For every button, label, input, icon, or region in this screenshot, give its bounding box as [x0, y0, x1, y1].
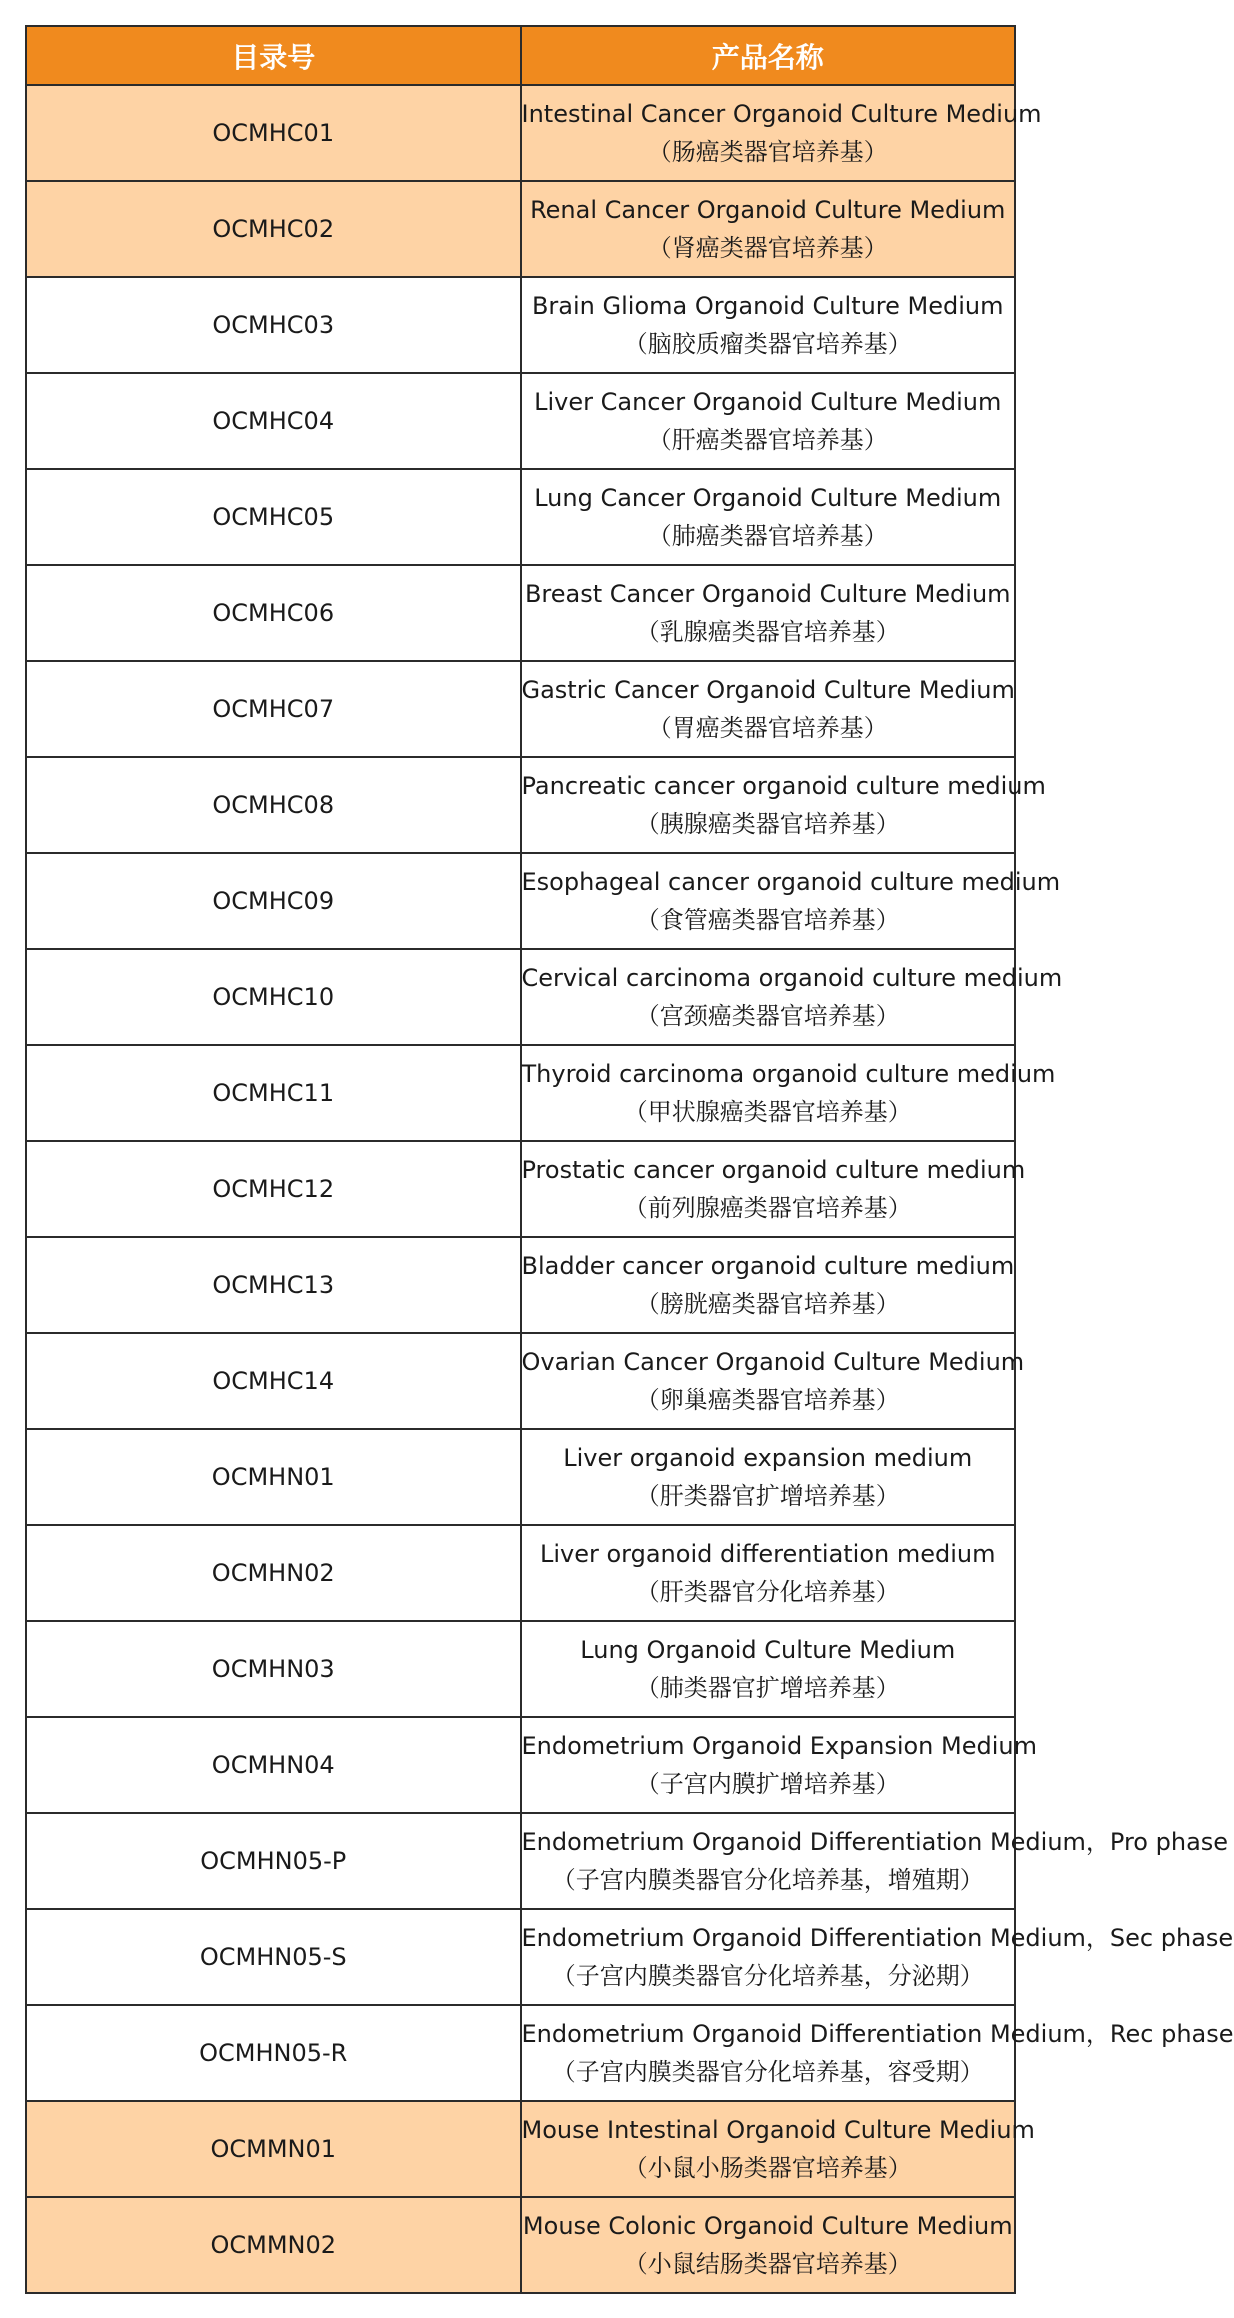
- product-name-en: Pancreatic cancer organoid culture medium: [521, 772, 1046, 800]
- product-name-cn: （肾癌类器官培养基）: [647, 234, 888, 262]
- product-name-cell: [521, 1717, 1037, 1813]
- product-name-cell: [521, 1813, 1229, 1909]
- product-name-cn: （膀胱癌类器官培养基）: [635, 1290, 900, 1318]
- catalog-number-cell: OCMHN04: [26, 1717, 521, 1813]
- product-name-cn: （肺癌类器官培养基）: [647, 522, 888, 550]
- catalog-number-cell: OCMHN05-P: [26, 1813, 521, 1909]
- table-row: [26, 757, 1015, 853]
- product-name-cell: [521, 1237, 1016, 1333]
- product-name-cn: （胰腺癌类器官培养基）: [635, 810, 900, 838]
- product-name-cn: （小鼠小肠类器官培养基）: [623, 2154, 912, 2182]
- table-row: [26, 1909, 1015, 2005]
- product-name-cell: [521, 661, 1016, 757]
- product-name-cell: [521, 277, 1016, 373]
- table-row: [26, 1141, 1015, 1237]
- product-name-cn: （乳腺癌类器官培养基）: [635, 618, 900, 646]
- product-name-en: Mouse Intestinal Organoid Culture Medium: [521, 2116, 1035, 2144]
- table-row: [26, 181, 1015, 277]
- product-name-cell: [521, 1429, 1016, 1525]
- product-name-cn: （子宫内膜扩增培养基）: [635, 1770, 900, 1798]
- catalog-number-cell: OCMHC02: [26, 181, 521, 277]
- table-row: [26, 1237, 1015, 1333]
- table-row: [26, 949, 1015, 1045]
- product-name-cell: [521, 853, 1061, 949]
- catalog-number-cell: OCMHC10: [26, 949, 521, 1045]
- product-name-cell: [521, 373, 1016, 469]
- header-row: [26, 26, 1015, 85]
- product-name-en: Endometrium Organoid Differentiation Medium，Sec phase: [521, 1924, 1234, 1952]
- product-name-cell: [521, 469, 1016, 565]
- catalog-number-cell: OCMHN05-R: [26, 2005, 521, 2101]
- catalog-number-cell: OCMHC01: [26, 85, 521, 181]
- product-name-cn: （甲状腺癌类器官培养基）: [623, 1098, 912, 1126]
- product-name-cn: （肝类器官扩增培养基）: [635, 1482, 900, 1510]
- product-name-cell: [521, 2197, 1016, 2293]
- product-name-en: Brain Glioma Organoid Culture Medium: [531, 292, 1004, 320]
- header-product-name: 产品名称: [521, 26, 1016, 85]
- table-row: [26, 1045, 1015, 1141]
- catalog-number-cell: OCMHC07: [26, 661, 521, 757]
- product-name-en: Lung Cancer Organoid Culture Medium: [534, 484, 1002, 512]
- catalog-number-cell: OCMHC05: [26, 469, 521, 565]
- table-row: [26, 661, 1015, 757]
- catalog-number-cell: OCMHN05-S: [26, 1909, 521, 2005]
- catalog-number-cell: OCMHC09: [26, 853, 521, 949]
- catalog-number-cell: OCMMN02: [26, 2197, 521, 2293]
- product-name-cell: [521, 85, 1042, 181]
- catalog-number-cell: OCMHC06: [26, 565, 521, 661]
- catalog-number-cell: OCMHC04: [26, 373, 521, 469]
- table-row: [26, 2197, 1015, 2293]
- table-row: [26, 373, 1015, 469]
- table-row: [26, 1525, 1015, 1621]
- catalog-number-cell: OCMHC08: [26, 757, 521, 853]
- product-table: [25, 25, 1234, 2294]
- product-name-cn: （肝癌类器官培养基）: [647, 426, 888, 454]
- product-name-cn: （小鼠结肠类器官培养基）: [623, 2250, 912, 2278]
- table-row: [26, 1429, 1015, 1525]
- product-name-en: Endometrium Organoid Differentiation Medium，Rec phase: [521, 2020, 1234, 2048]
- product-name-cn: （肺类器官扩增培养基）: [635, 1674, 900, 1702]
- product-name-cn: （脑胶质瘤类器官培养基）: [623, 330, 912, 358]
- product-name-cell: [521, 1045, 1056, 1141]
- product-name-cell: [521, 757, 1046, 853]
- catalog-number-cell: OCMHC12: [26, 1141, 521, 1237]
- product-name-cn: （子宫内膜类器官分化培养基，容受期）: [551, 2058, 984, 2086]
- catalog-number-cell: OCMMN01: [26, 2101, 521, 2197]
- product-name-cell: [521, 2005, 1234, 2101]
- table-row: [26, 1621, 1015, 1717]
- product-name-en: Liver Cancer Organoid Culture Medium: [534, 388, 1002, 416]
- product-name-en: Endometrium Organoid Differentiation Medium，Pro phase: [521, 1828, 1229, 1856]
- product-name-cn: （肠癌类器官培养基）: [647, 138, 888, 166]
- table-row: [26, 565, 1015, 661]
- product-name-en: Liver organoid differentiation medium: [539, 1540, 996, 1568]
- product-name-en: Mouse Colonic Organoid Culture Medium: [522, 2212, 1013, 2240]
- table-row: [26, 1333, 1015, 1429]
- product-name-cn: （宫颈癌类器官培养基）: [635, 1002, 900, 1030]
- product-name-cell: [521, 1909, 1234, 2005]
- product-name-cn: （卵巢癌类器官培养基）: [635, 1386, 900, 1414]
- product-name-en: Thyroid carcinoma organoid culture medium: [521, 1060, 1056, 1088]
- table-row: [26, 85, 1015, 181]
- table-row: [26, 2101, 1015, 2197]
- product-name-en: Ovarian Cancer Organoid Culture Medium: [521, 1348, 1025, 1376]
- product-name-cell: [521, 1525, 1016, 1621]
- catalog-number-cell: OCMHN02: [26, 1525, 521, 1621]
- product-name-cn: （肝类器官分化培养基）: [635, 1578, 900, 1606]
- product-name-cn: （子宫内膜类器官分化培养基，增殖期）: [551, 1866, 984, 1894]
- catalog-number-cell: OCMHC14: [26, 1333, 521, 1429]
- product-name-en: Renal Cancer Organoid Culture Medium: [530, 196, 1006, 224]
- product-name-en: Intestinal Cancer Organoid Culture Medium: [521, 100, 1042, 128]
- catalog-number-cell: OCMHN03: [26, 1621, 521, 1717]
- header-catalog-number: 目录号: [26, 26, 521, 85]
- product-name-cell: [521, 181, 1016, 277]
- product-name-cn: （子宫内膜类器官分化培养基，分泌期）: [551, 1962, 984, 1990]
- catalog-number-cell: OCMHC13: [26, 1237, 521, 1333]
- product-name-en: Bladder cancer organoid culture medium: [521, 1252, 1015, 1280]
- product-name-en: Gastric Cancer Organoid Culture Medium: [521, 676, 1015, 704]
- table-row: [26, 853, 1015, 949]
- table-row: [26, 277, 1015, 373]
- catalog-number-cell: OCMHC11: [26, 1045, 521, 1141]
- table-row: [26, 469, 1015, 565]
- product-name-cell: [521, 565, 1016, 661]
- catalog-number-cell: OCMHC03: [26, 277, 521, 373]
- product-name-cell: [521, 1621, 1016, 1717]
- product-name-cell: [521, 1333, 1025, 1429]
- table-row: [26, 1813, 1015, 1909]
- product-name-en: Breast Cancer Organoid Culture Medium: [524, 580, 1011, 608]
- product-name-en: Liver organoid expansion medium: [563, 1444, 973, 1472]
- product-name-cn: （胃癌类器官培养基）: [647, 714, 888, 742]
- product-name-cell: [521, 2101, 1035, 2197]
- product-name-en: Esophageal cancer organoid culture medium: [521, 868, 1061, 896]
- product-name-cn: （前列腺癌类器官培养基）: [623, 1194, 912, 1222]
- product-name-en: Prostatic cancer organoid culture medium: [521, 1156, 1026, 1184]
- product-name-cn: （食管癌类器官培养基）: [635, 906, 900, 934]
- product-name-en: Cervical carcinoma organoid culture medium: [521, 964, 1063, 992]
- product-name-en: Lung Organoid Culture Medium: [580, 1636, 956, 1664]
- catalog-number-cell: OCMHN01: [26, 1429, 521, 1525]
- product-name-cell: [521, 1141, 1026, 1237]
- table-row: [26, 2005, 1015, 2101]
- table-row: [26, 1717, 1015, 1813]
- product-name-cell: [521, 949, 1063, 1045]
- product-name-en: Endometrium Organoid Expansion Medium: [521, 1732, 1037, 1760]
